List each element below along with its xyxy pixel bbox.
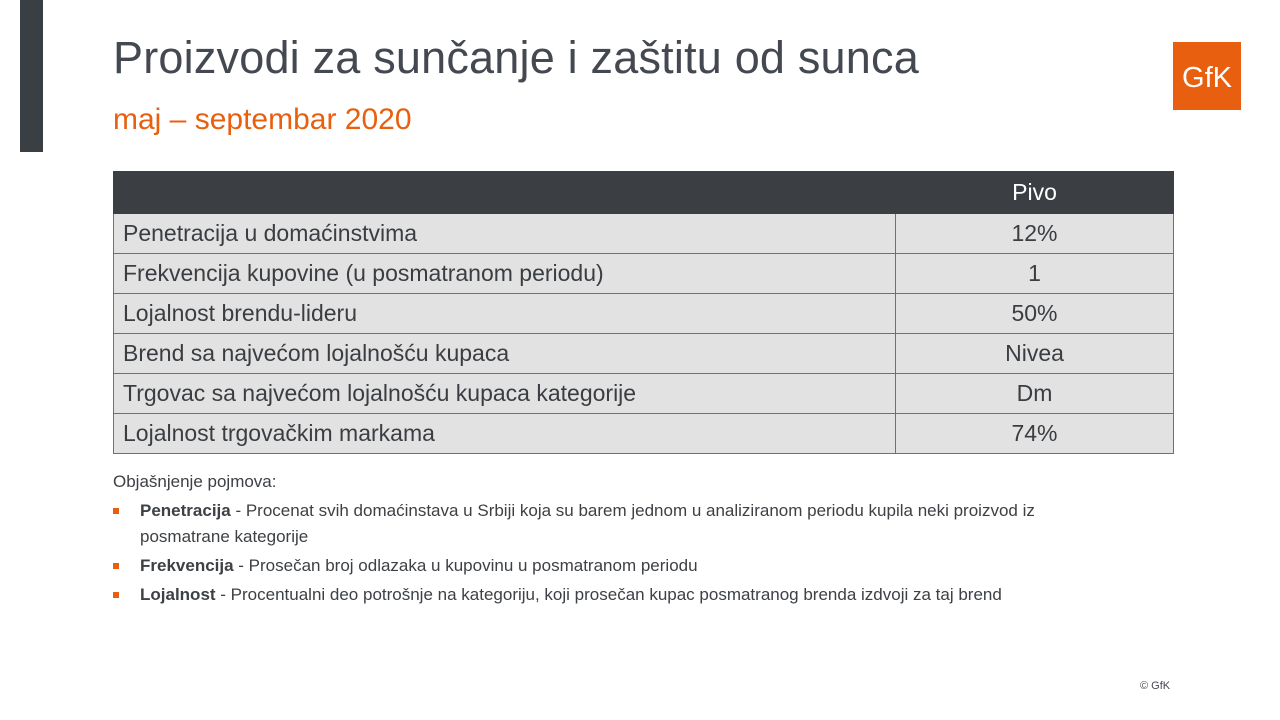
definition-term: Penetracija xyxy=(140,501,231,520)
table-row xyxy=(114,414,1174,454)
bullet-square-icon xyxy=(113,563,119,569)
definitions-section xyxy=(113,469,1123,611)
bullet-square-icon xyxy=(113,592,119,598)
row-value: 74% xyxy=(896,414,1174,454)
gfk-logo xyxy=(1173,42,1241,110)
row-value: Nivea xyxy=(896,334,1174,374)
copyright-notice: © GfK xyxy=(1140,680,1171,692)
row-label: Penetracija u domaćinstvima xyxy=(114,214,896,254)
definitions-heading: Objašnjenje pojmova: xyxy=(113,472,277,491)
row-value: 12% xyxy=(896,214,1174,254)
bullet-square-icon xyxy=(113,508,119,514)
row-value: 1 xyxy=(896,254,1174,294)
page-subtitle: maj – septembar 2020 xyxy=(113,103,412,136)
table-row xyxy=(114,294,1174,334)
metrics-table xyxy=(113,171,1174,454)
definition-text: - Prosečan broj odlazaka u kupovinu u posmatranom periodu xyxy=(233,556,698,575)
table-row xyxy=(114,254,1174,294)
row-label: Lojalnost trgovačkim markama xyxy=(114,414,896,454)
row-label: Lojalnost brendu-lideru xyxy=(114,294,896,334)
logo-text: GfK xyxy=(1182,62,1232,94)
page-title: Proizvodi za sunčanje i zaštitu od sunca xyxy=(113,32,919,83)
list-item xyxy=(113,582,1123,608)
table-row xyxy=(114,374,1174,414)
table-header-label xyxy=(114,172,896,214)
list-item xyxy=(113,553,1123,579)
left-accent-bar xyxy=(20,0,43,152)
definitions-list xyxy=(113,498,1123,608)
definition-text: - Procentualni deo potrošnje na kategoriju, koji prosečan kupac posmatranog brenda izdvoji za taj brend xyxy=(215,585,1002,604)
definition-text: - Procenat svih domaćinstava u Srbiji koja su barem jednom u analiziranom periodu kupila neki proizvod iz posmatrane kategorije xyxy=(140,501,1035,546)
row-value: 50% xyxy=(896,294,1174,334)
row-label: Trgovac sa najvećom lojalnošću kupaca kategorije xyxy=(114,374,896,414)
definition-term: Lojalnost xyxy=(140,585,216,604)
table-row xyxy=(114,214,1174,254)
list-item xyxy=(113,498,1123,550)
table-header-value: Pivo xyxy=(896,172,1174,214)
row-value: Dm xyxy=(896,374,1174,414)
row-label: Brend sa najvećom lojalnošću kupaca xyxy=(114,334,896,374)
table-row xyxy=(114,334,1174,374)
table-header-row xyxy=(114,172,1174,214)
definition-term: Frekvencija xyxy=(140,556,234,575)
row-label: Frekvencija kupovine (u posmatranom periodu) xyxy=(114,254,896,294)
